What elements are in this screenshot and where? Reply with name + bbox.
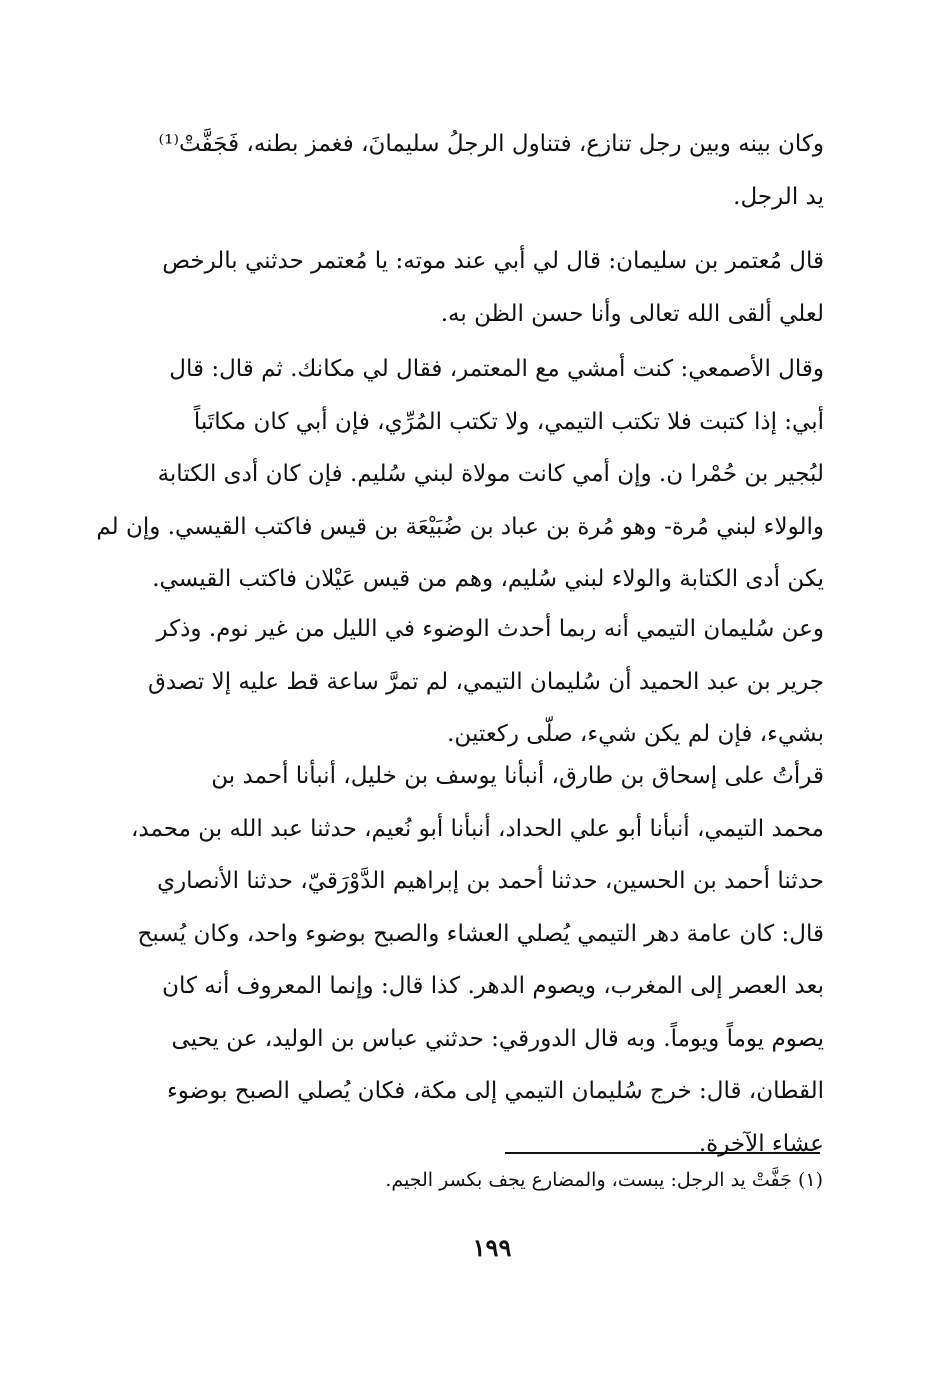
text-line: أبي: إذا كتبت فلا تكتب التيمي، ولا تكتب المُرِّي، فإن أبي كان مكاتَباً — [193, 408, 824, 435]
text-line: حدثنا أحمد بن الحسين، حدثنا أحمد بن إبراهيم الدَّوْرَقيّ، حدثنا الأنصاري — [157, 868, 824, 894]
text-line: محمد التيمي، أنبأنا أبو علي الحداد، أنبأنا أبو نُعيم، حدثنا عبد الله بن محمد، — [130, 815, 824, 842]
text-line: بعد العصر إلى المغرب، ويصوم الدهر. كذا قال: وإنما المعروف أنه كان — [162, 973, 824, 999]
text-line: وكان بينه وبين رجل تنازع، فتناول الرجلُ سليمانَ، فغمز بطنه، فَجَفَّتْ⁽¹⁾ — [158, 131, 824, 157]
text-line: بشيء، فإن لم يكن شيء، صلّى ركعتين. — [447, 721, 824, 747]
text-line: يكن أدى الكتابة والولاء لبني سُليم، وهم من قيس عَيْلان فاكتب القيسي. — [152, 566, 824, 592]
text-line: عشاء الآخرة. — [698, 1130, 824, 1157]
paragraph-2 — [160, 235, 824, 340]
text-line: قرأتُ على إسحاق بن طارق، أنبأنا يوسف بن خليل، أنبأنا أحمد بن — [211, 763, 824, 789]
paragraph-5 — [130, 750, 824, 1170]
text-line: قال: كان عامة دهر التيمي يُصلي العشاء والصبح بوضوء واحد، وكان يُسبح — [137, 920, 824, 947]
text-line: لبُجير بن حُمْرا ن. وإن أمي كانت مولاة لبني سُليم. فإن كان أدى الكتابة — [157, 461, 824, 487]
text-line: والولاء لبني مُرة- وهو مُرة بن عباد بن ضُبَيْعَة بن قيس فاكتب القيسي. وإن لم — [96, 513, 824, 540]
footnote: (١) جَفَّتْ يد الرجل: يبست، والمضارع يجف بكسر الجيم. — [385, 1169, 823, 1191]
footnote-divider — [505, 1152, 820, 1154]
text-line: وعن سُليمان التيمي أنه ربما أحدث الوضوء في الليل من غير نوم. وذكر — [156, 616, 824, 642]
text-line: يصوم يوماً ويوماً. وبه قال الدورقي: حدثني عباس بن الوليد، عن يحيى — [171, 1025, 824, 1052]
paragraph-4 — [148, 603, 824, 761]
text-line: قال مُعتمر بن سليمان: قال لي أبي عند موته: يا مُعتمر حدثني بالرخص — [162, 248, 824, 274]
text-line: وقال الأصمعي: كنت أمشي مع المعتمر، فقال لي مكانك. ثم قال: قال — [169, 356, 824, 382]
paragraph-1 — [160, 118, 824, 223]
page-number: ١٩٩ — [472, 1233, 512, 1262]
text-line: يد الرجل. — [733, 183, 824, 210]
text-line: القطان، قال: خرج سُليمان التيمي إلى مكة، فكان يُصلي الصبح بوضوء — [166, 1078, 824, 1104]
text-line: لعلي ألقى الله تعالى وأنا حسن الظن به. — [440, 300, 824, 327]
paragraph-3 — [96, 343, 824, 606]
text-line: جرير بن عبد الحميد أن سُليمان التيمي، لم تمرَّ ساعة قط عليه إلا تصدق — [148, 668, 824, 695]
